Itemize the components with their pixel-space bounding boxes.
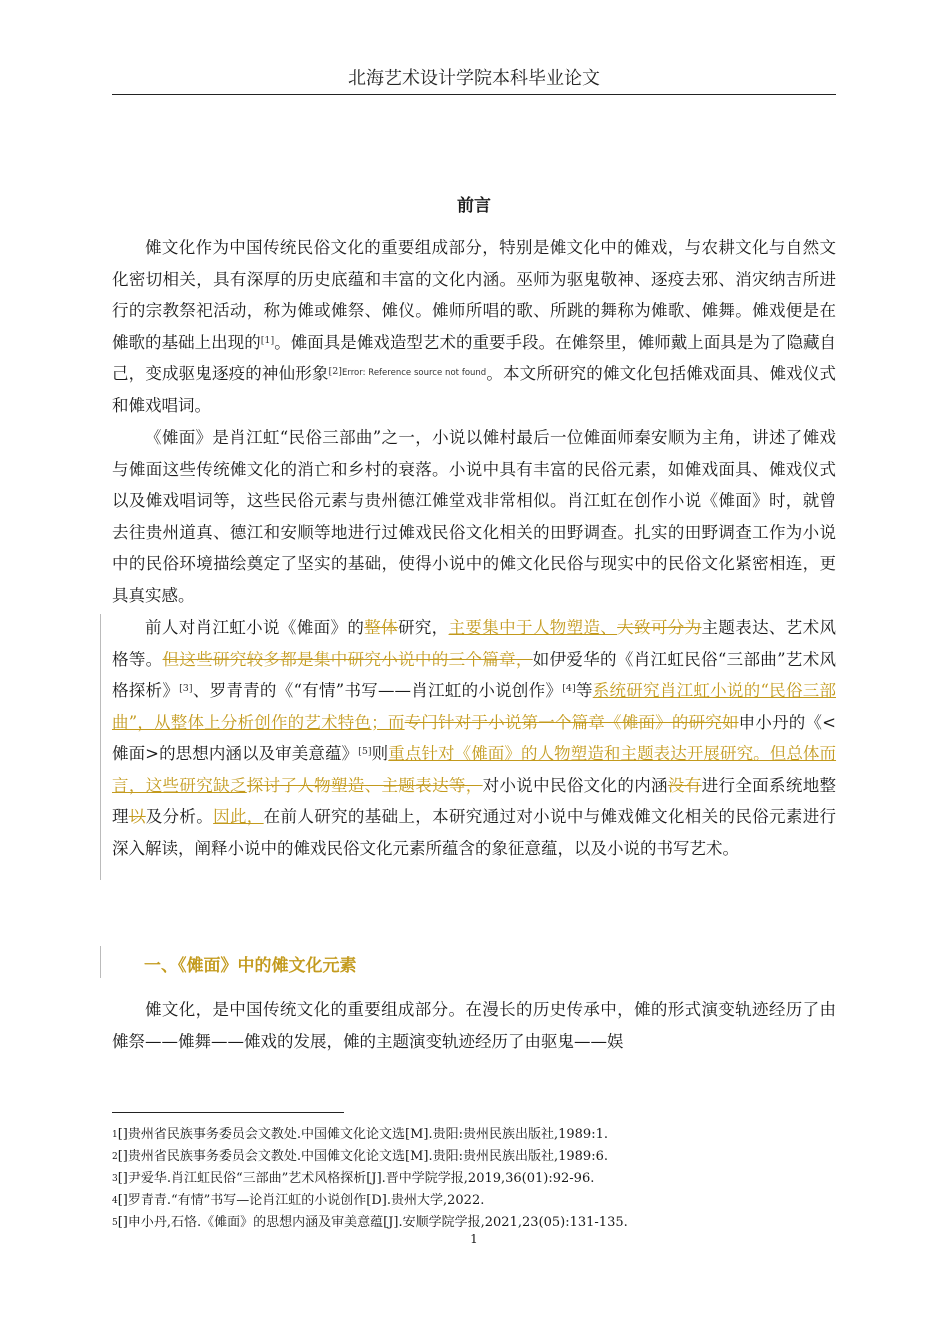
footnote (112, 1212, 836, 1234)
p4-text: 傩文化，是中国传统文化的重要组成部分。在漫长的历史传承中，傩的形式演变轨迹经历了由傩祭——傩舞——傩戏的发展，傩的主题演变轨迹经历了由驱鬼——娱 (112, 1000, 836, 1051)
footnote (112, 1168, 836, 1190)
footnote-text: []尹爱华.肖江虹民俗“三部曲”艺术风格探析[J].晋中学院学报,2019,36(01):92-96. (117, 1171, 595, 1186)
footnote-divider (112, 1112, 344, 1113)
section-heading: 一、《傩面》中的傩文化元素 (144, 956, 357, 976)
inserted-text[interactable]: 因此， (213, 807, 264, 826)
p1-text-c: 。本文所研究的傩文化包括傩戏面具、傩戏仪式和傩戏唱词。 (112, 364, 837, 415)
p3-text: 及分析。 (145, 807, 214, 826)
p3-text: 主题表达、艺术风格等。 (112, 618, 837, 669)
inserted-text[interactable]: 主要集中于人物塑造、 (448, 618, 618, 637)
footnote (112, 1190, 836, 1212)
footnote-text: []申小丹,石恪.《傩面》的思想内涵及审美意蕴[J].安顺学院学报,2021,23(05):131-135. (117, 1215, 628, 1230)
p3-text: 研究， (397, 618, 449, 637)
footnote-text: []罗青青.“有情”书写—论肖江虹的小说创作[D].贵州大学,2022. (117, 1193, 485, 1208)
p2-text: 《傩面》是肖江虹“民俗三部曲”之一，小说以傩村最后一位傩面师秦安顺为主角，讲述了傩戏与傩面这些传统傩文化的消亡和乡村的衰落。小说中具有丰富的民俗元素，如傩戏面具、傩戏仪式以及傩戏唱词等，这些民俗元素与贵州德江傩堂戏非常相似。肖江虹在创作小说《傩面》时，就曾去往贵州道真、德江和安顺等地进行过傩戏民俗文化相关的田野调查。扎实的田野调查工作为小说中的民俗环境描绘奠定了坚实的基础，使得小说中的傩文化民俗与现实中的民俗文化紧密相连，更具真实感。 (112, 428, 836, 605)
footnote (112, 1146, 836, 1168)
p1-text-b: 。傩面具是傩戏造型艺术的重要手段。在傩祭里，傩师戴上面具是为了隐藏自己，变成驱鬼逐疫的神仙形象 (112, 332, 837, 383)
ref-5[interactable]: [5] (358, 746, 372, 757)
page-header: 北海艺术设计学院本科毕业论文 (348, 68, 600, 89)
deleted-text[interactable]: 没有 (667, 775, 702, 795)
footnote-text: []贵州省民族事务委员会文教处.中国傩文化论文选[M].贵阳:贵州民族出版社,1989:6. (117, 1149, 608, 1164)
paragraph-2 (112, 422, 836, 611)
p3-text: 申小丹的《<傩面>的思想内涵以及审美意蕴》 (112, 712, 836, 763)
paragraph-3 (112, 612, 836, 864)
ref-1[interactable]: [1] (260, 334, 275, 346)
section-title: 前言 (457, 196, 491, 216)
p3-text: 则 (371, 744, 389, 763)
paragraph-4 (112, 994, 836, 1057)
p3-text: 对小说中民俗文化的内涵 (482, 775, 668, 795)
inserted-text[interactable]: 系统研究肖江虹小说的“民俗三部曲”，从整体上分析创作的艺术特色；而 (112, 681, 836, 732)
ref-3[interactable]: [3] (179, 683, 193, 694)
p1-text-a: 傩文化作为中国传统民俗文化的重要组成部分，特别是傩文化中的傩戏，与农耕文化与自然文化密切相关，具有深厚的历史底蕴和丰富的文化内涵。巫师为驱鬼敬神、逐疫去邪、消灾纳吉所进行的宗教祭祀活动，称为傩或傩祭、傩仪。傩师所唱的歌、所跳的舞称为傩歌、傩舞。傩戏便是在傩歌的基础上出现的 (112, 238, 836, 352)
footnote-number: 3 (112, 1174, 118, 1184)
p3-text: 如伊爱华的《肖江虹民俗“三部曲”艺术风格探析》 (112, 649, 837, 700)
p3-text: 在前人研究的基础上，本研究通过对小说中与傩戏傩文化相关的民俗元素进行深入解读，阐释小说中的傩戏民俗文化元素所蕴含的象征意蕴，以及小说的书写艺术。 (112, 807, 837, 858)
footnote-number: 2 (112, 1152, 118, 1162)
deleted-text[interactable]: 但这些研究较多都是集中研究小说中的三个篇章， (162, 649, 533, 669)
header-divider (112, 94, 836, 95)
footnote-number: 5 (112, 1218, 118, 1228)
change-bar (100, 946, 101, 978)
footnote (112, 1124, 836, 1146)
change-bar (100, 614, 101, 880)
reference-error: Error: Reference source not found (342, 368, 487, 378)
footnote-number: 1 (112, 1130, 118, 1140)
deleted-text[interactable]: 大致可分为 (617, 618, 702, 637)
inserted-text[interactable]: 重点针对《傩面》的人物塑造和主题表达开展研究。但总体而言，这些研究缺乏 (112, 744, 837, 795)
p3-text: 进行全面系统地整理 (112, 775, 837, 826)
footnotes (112, 1124, 836, 1234)
deleted-text[interactable]: 探讨了人物塑造、主题表达等， (246, 775, 483, 795)
p3-text: 等 (575, 681, 593, 700)
paragraph-1 (112, 232, 836, 421)
footnote-text: []贵州省民族事务委员会文教处.中国傩文化论文选[M].贵阳:贵州民族出版社,1989:1. (117, 1127, 608, 1142)
p3-text: 、罗青青的《“有情”书写——肖江虹的小说创作》 (192, 681, 563, 700)
deleted-text[interactable]: 以 (128, 807, 146, 826)
deleted-text[interactable]: 专门针对于小说第一个篇章《傩面》的研究如 (404, 712, 739, 732)
ref-2[interactable]: [2] (328, 366, 343, 377)
page-number: 1 (470, 1232, 478, 1246)
ref-4[interactable]: [4] (562, 683, 576, 694)
p3-text: 前人对肖江虹小说《傩面》的 (145, 618, 365, 637)
deleted-text[interactable]: 整体 (364, 618, 398, 637)
footnote-number: 4 (112, 1196, 118, 1206)
